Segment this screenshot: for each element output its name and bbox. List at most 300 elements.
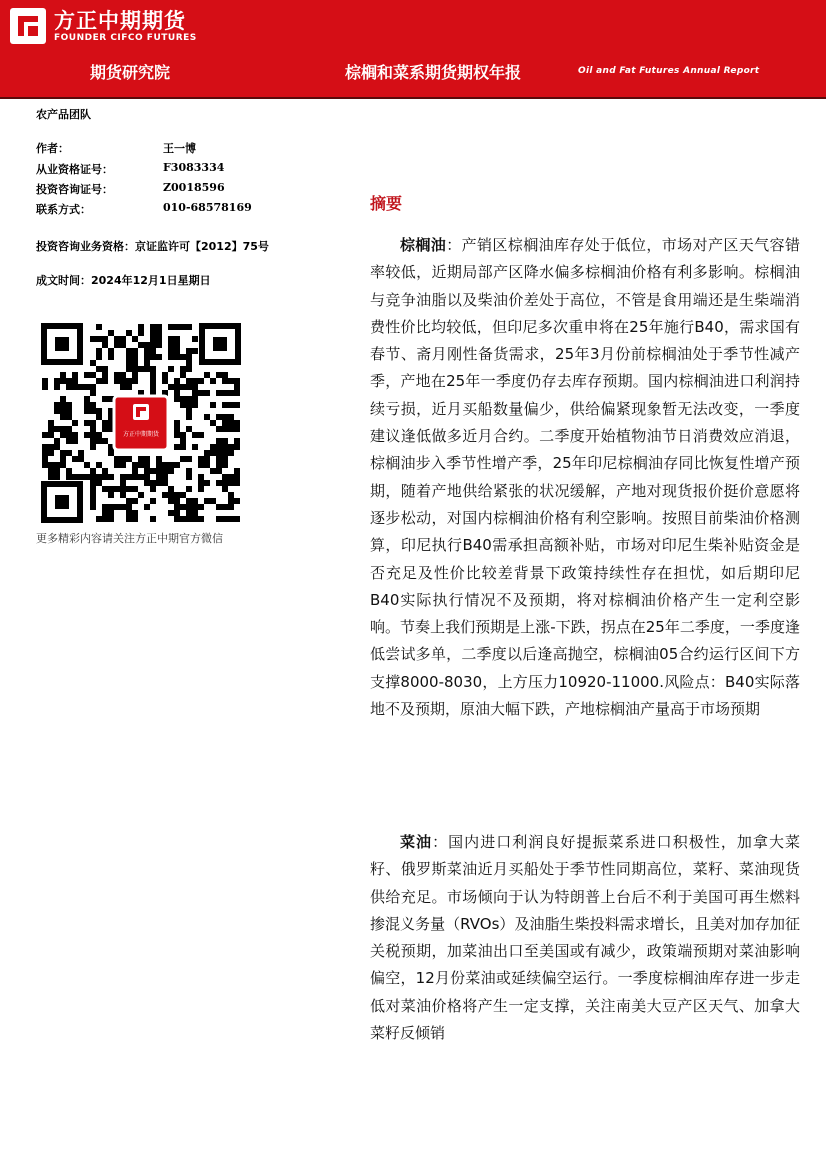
- qr-module: [114, 486, 120, 492]
- qr-module: [156, 324, 162, 330]
- palm-oil-paragraph: [370, 232, 800, 723]
- qr-module: [192, 510, 198, 516]
- qr-module: [144, 480, 150, 486]
- qr-module: [120, 504, 126, 510]
- qr-module: [180, 432, 186, 438]
- qr-module: [168, 462, 174, 468]
- qr-module: [186, 474, 192, 480]
- qr-module: [84, 432, 90, 438]
- qr-module: [228, 426, 234, 432]
- qr-module: [150, 480, 156, 486]
- qr-module: [228, 390, 234, 396]
- qr-module: [102, 474, 108, 480]
- qr-module: [126, 456, 132, 462]
- qr-module: [42, 378, 48, 384]
- qr-module: [150, 486, 156, 492]
- info-label: 投资咨询证号：: [36, 183, 113, 196]
- qr-module: [186, 498, 192, 504]
- qr-module: [54, 402, 60, 408]
- qr-module: [234, 390, 240, 396]
- qr-module: [228, 498, 234, 504]
- qr-module: [180, 372, 186, 378]
- qr-module: [204, 390, 210, 396]
- qr-module: [186, 378, 192, 384]
- qr-module: [204, 462, 210, 468]
- qr-module: [54, 462, 60, 468]
- license-line: 投资咨询业务资格：京证监许可【2012】75号: [36, 240, 269, 253]
- qr-module: [96, 462, 102, 468]
- qr-module: [144, 360, 150, 366]
- qr-module: [192, 378, 198, 384]
- qr-module: [186, 366, 192, 372]
- qr-module: [168, 354, 174, 360]
- qr-module: [132, 360, 138, 366]
- qr-module: [66, 384, 72, 390]
- qr-module: [132, 348, 138, 354]
- qr-module: [72, 474, 78, 480]
- qr-module: [144, 348, 150, 354]
- report-header: [0, 0, 826, 97]
- qr-module: [222, 372, 228, 378]
- qr-module: [84, 420, 90, 426]
- qr-module: [60, 396, 66, 402]
- info-label: 联系方式：: [36, 203, 91, 216]
- qr-module: [132, 354, 138, 360]
- qr-module: [168, 486, 174, 492]
- qr-module: [234, 384, 240, 390]
- qr-module: [120, 492, 126, 498]
- qr-module: [120, 462, 126, 468]
- qr-module: [234, 402, 240, 408]
- qr-module: [126, 354, 132, 360]
- qr-module: [192, 336, 198, 342]
- qr-module: [120, 456, 126, 462]
- qr-module: [222, 402, 228, 408]
- qr-module: [174, 492, 180, 498]
- qr-module: [108, 354, 114, 360]
- qr-module: [192, 396, 198, 402]
- qr-module: [144, 354, 150, 360]
- qr-module: [42, 384, 48, 390]
- qr-module: [54, 444, 60, 450]
- qr-module: [132, 336, 138, 342]
- qr-module: [198, 456, 204, 462]
- qr-module: [48, 420, 54, 426]
- qr-module: [126, 330, 132, 336]
- qr-module: [174, 384, 180, 390]
- qr-module: [150, 336, 156, 342]
- info-value: Z0018596: [163, 181, 225, 194]
- qr-module: [54, 408, 60, 414]
- qr-module: [144, 504, 150, 510]
- qr-module: [180, 366, 186, 372]
- qr-module: [186, 504, 192, 510]
- qr-module: [48, 474, 54, 480]
- qr-module: [138, 462, 144, 468]
- qr-module: [54, 378, 60, 384]
- qr-module: [96, 432, 102, 438]
- qr-module: [174, 348, 180, 354]
- qr-module: [90, 408, 96, 414]
- qr-module: [66, 474, 72, 480]
- qr-module: [222, 450, 228, 456]
- qr-module: [186, 510, 192, 516]
- qr-module: [108, 330, 114, 336]
- date-line: 成文时间：2024年12月1日星期日: [36, 274, 211, 287]
- qr-module: [222, 438, 228, 444]
- qr-module: [90, 444, 96, 450]
- qr-module: [156, 474, 162, 480]
- qr-module: [54, 384, 60, 390]
- qr-module: [204, 450, 210, 456]
- qr-module: [66, 432, 72, 438]
- qr-module: [228, 480, 234, 486]
- qr-module: [96, 324, 102, 330]
- qr-module: [150, 348, 156, 354]
- qr-module: [168, 468, 174, 474]
- qr-module: [222, 420, 228, 426]
- qr-module: [216, 480, 222, 486]
- qr-module: [138, 456, 144, 462]
- qr-module: [66, 414, 72, 420]
- qr-module: [126, 384, 132, 390]
- qr-module: [204, 456, 210, 462]
- qr-module: [114, 372, 120, 378]
- company-logo-icon: [10, 8, 46, 44]
- qr-module: [102, 378, 108, 384]
- qr-module: [216, 450, 222, 456]
- qr-module: [132, 366, 138, 372]
- qr-module: [180, 384, 186, 390]
- qr-module: [96, 480, 102, 486]
- qr-module: [216, 438, 222, 444]
- qr-module: [186, 486, 192, 492]
- qr-module: [216, 444, 222, 450]
- qr-module: [168, 366, 174, 372]
- qr-module: [174, 324, 180, 330]
- qr-module: [138, 474, 144, 480]
- qr-module: [210, 378, 216, 384]
- qr-module: [228, 504, 234, 510]
- qr-module: [216, 456, 222, 462]
- qr-module: [180, 402, 186, 408]
- qr-module: [222, 444, 228, 450]
- qr-module: [102, 420, 108, 426]
- rapeseed-oil-body: ：国内进口利润良好提振菜系进口积极性，加拿大菜籽、俄罗斯菜油近月买船处于季节性同期高位，菜籽、菜油现货供给充足。市场倾向于认为特朗普上台后不利于美国可再生燃料掺混义务量（RVOs）及油脂生柴投料需求增长，且美对加存加征关税预期，加菜油出口至美国或有减少，政策端预期对菜油影响偏空，12月份菜油或延续偏空运行。一季度棕榈油库存进一步走低对菜油价格将产生一定支撑，关注南美大豆产区天气、加拿大菜籽反倾销: [370, 833, 800, 1043]
- qr-module: [210, 450, 216, 456]
- qr-module: [150, 372, 156, 378]
- qr-module: [96, 414, 102, 420]
- qr-module: [144, 366, 150, 372]
- qr-module: [180, 438, 186, 444]
- qr-module: [90, 498, 96, 504]
- qr-module: [144, 342, 150, 348]
- qr-module: [138, 492, 144, 498]
- qr-module: [42, 450, 48, 456]
- qr-module: [180, 516, 186, 522]
- qr-module: [186, 402, 192, 408]
- qr-module: [186, 456, 192, 462]
- qr-module: [150, 378, 156, 384]
- qr-module: [144, 456, 150, 462]
- qr-module: [102, 396, 108, 402]
- qr-module: [150, 366, 156, 372]
- qr-module: [84, 462, 90, 468]
- qr-module: [84, 474, 90, 480]
- qr-module: [84, 396, 90, 402]
- info-label: 从业资格证号：: [36, 163, 113, 176]
- qr-module: [78, 384, 84, 390]
- qr-module: [120, 342, 126, 348]
- qr-module: [162, 378, 168, 384]
- qr-module: [228, 444, 234, 450]
- qr-module: [180, 444, 186, 450]
- qr-module: [114, 504, 120, 510]
- qr-module: [102, 510, 108, 516]
- qr-module: [114, 336, 120, 342]
- qr-module: [120, 480, 126, 486]
- qr-module: [138, 324, 144, 330]
- qr-module: [90, 426, 96, 432]
- qr-module: [126, 348, 132, 354]
- qr-module: [216, 390, 222, 396]
- qr-module: [150, 468, 156, 474]
- qr-module: [234, 468, 240, 474]
- qr-module: [90, 432, 96, 438]
- qr-module: [96, 354, 102, 360]
- qr-module: [132, 516, 138, 522]
- qr-module: [90, 480, 96, 486]
- qr-module: [180, 354, 186, 360]
- info-value: 王一博: [163, 142, 196, 155]
- report-title: 棕榈和菜系期货期权年报: [345, 63, 522, 82]
- qr-module: [234, 474, 240, 480]
- qr-module: [234, 420, 240, 426]
- qr-module: [132, 468, 138, 474]
- qr-module: [96, 474, 102, 480]
- qr-module: [198, 432, 204, 438]
- qr-module: [150, 330, 156, 336]
- qr-module: [180, 492, 186, 498]
- qr-module: [186, 354, 192, 360]
- brand-name-cn: 方正中期期货: [54, 9, 186, 33]
- qr-module: [192, 444, 198, 450]
- qr-module: [174, 390, 180, 396]
- qr-module: [72, 456, 78, 462]
- qr-module: [228, 402, 234, 408]
- qr-module: [228, 414, 234, 420]
- qr-module: [48, 432, 54, 438]
- qr-module: [216, 426, 222, 432]
- qr-module: [126, 366, 132, 372]
- qr-module: [198, 462, 204, 468]
- qr-module: [216, 516, 222, 522]
- qr-module: [180, 504, 186, 510]
- qr-module: [222, 378, 228, 384]
- qr-module: [66, 450, 72, 456]
- qr-module: [198, 486, 204, 492]
- qr-module: [174, 420, 180, 426]
- qr-module: [228, 492, 234, 498]
- qr-module: [156, 462, 162, 468]
- qr-module: [180, 456, 186, 462]
- qr-module: [90, 402, 96, 408]
- qr-module: [138, 366, 144, 372]
- qr-module: [222, 480, 228, 486]
- qr-module: [216, 372, 222, 378]
- qr-module: [72, 384, 78, 390]
- qr-module: [174, 432, 180, 438]
- qr-module: [66, 438, 72, 444]
- qr-module: [120, 336, 126, 342]
- qr-module: [174, 504, 180, 510]
- qr-module: [162, 468, 168, 474]
- qr-module: [114, 378, 120, 384]
- qr-module: [156, 336, 162, 342]
- qr-module: [168, 492, 174, 498]
- qr-module: [54, 426, 60, 432]
- qr-module: [132, 498, 138, 504]
- qr-module: [198, 474, 204, 480]
- qr-module: [96, 336, 102, 342]
- qr-module: [72, 432, 78, 438]
- qr-module: [90, 390, 96, 396]
- qr-module: [60, 450, 66, 456]
- qr-module: [198, 390, 204, 396]
- qr-module: [162, 462, 168, 468]
- qr-module: [162, 474, 168, 480]
- qr-module: [150, 324, 156, 330]
- qr-module: [90, 504, 96, 510]
- qr-module: [54, 474, 60, 480]
- qr-module: [66, 408, 72, 414]
- rapeseed-oil-paragraph: [370, 829, 800, 1047]
- qr-module: [150, 342, 156, 348]
- qr-module: [144, 462, 150, 468]
- qr-module: [78, 456, 84, 462]
- qr-module: [60, 432, 66, 438]
- qr-module: [198, 504, 204, 510]
- qr-module: [120, 384, 126, 390]
- header-divider: [0, 97, 826, 99]
- brand-name-en: FOUNDER CIFCO FUTURES: [54, 33, 197, 43]
- qr-module: [222, 504, 228, 510]
- qr-module: [96, 348, 102, 354]
- qr-module: [144, 468, 150, 474]
- qr-module: [60, 462, 66, 468]
- qr-module: [234, 378, 240, 384]
- qr-module: [186, 516, 192, 522]
- qr-module: [66, 378, 72, 384]
- qr-module: [60, 426, 66, 432]
- qr-module: [108, 492, 114, 498]
- palm-oil-body: ：产销区棕榈油库存处于低位，市场对产区天气容错率较低，近期局部产区降水偏多棕榈油价格有利多影响。棕榈油与竞争油脂以及柴油价差处于高位，不管是食用端还是生柴端消费性价比均较低，但印尼多次重申将在25年施行B40，需求国有春节、斋月刚性备货需求，25年3月份前棕榈油处于季节性减产季，产地在25年一季度仍存去库存预期。国内棕榈油进口利润持续亏损，近月买船数量偏少，供给偏紧现象暂无法改变，一季度建议逢低做多近月合约。二季度开始植物油节日消费效应消退，棕榈油步入季节性增产季，25年印尼棕榈油存同比恢复性增产预期，随着产地供给紧张的状况缓解，产地对现货报价挺价意愿将逐步松动，对国内棕榈油价格有利空影响。按照目前柴油价格测算，印尼执行B40需承担高额补贴，市场对印尼生柴补贴资金是否充足及性价比较差背景下政策持续性存在担忧，如后期印尼B40实际执行情况不及预期，将对棕榈油价格产生一定利空影响。节奏上我们预期是上涨-下跌，拐点在25年二季度，一季度逢低尝试多单，二季度以后逢高抛空，棕榈油05合约运行区间下方支撑8000-8030，上方压力10920-11000.风险点：B40实际落地不及预期，原油大幅下跌，产地棕榈油产量高于市场预期: [370, 236, 800, 719]
- qr-module: [108, 450, 114, 456]
- qr-module: [168, 384, 174, 390]
- qr-module: [150, 516, 156, 522]
- qr-module: [186, 408, 192, 414]
- qr-module: [162, 372, 168, 378]
- qr-module: [222, 474, 228, 480]
- qr-module: [186, 360, 192, 366]
- qr-module: [222, 414, 228, 420]
- qr-module: [192, 402, 198, 408]
- qr-module: [90, 360, 96, 366]
- qr-module: [174, 342, 180, 348]
- qr-module: [108, 504, 114, 510]
- abstract-title: 摘要: [370, 194, 403, 213]
- qr-module: [162, 480, 168, 486]
- qr-module: [96, 516, 102, 522]
- qr-module: [48, 426, 54, 432]
- qr-module: [102, 336, 108, 342]
- qr-module: [72, 420, 78, 426]
- qr-module: [210, 498, 216, 504]
- qr-module: [156, 342, 162, 348]
- qr-module: [168, 324, 174, 330]
- qr-module: [186, 468, 192, 474]
- qr-module: [90, 372, 96, 378]
- qr-module: [174, 510, 180, 516]
- qr-module: [72, 372, 78, 378]
- qr-module: [162, 492, 168, 498]
- rapeseed-oil-lead: 菜油: [400, 833, 433, 851]
- qr-module: [210, 420, 216, 426]
- qr-module: [132, 462, 138, 468]
- qr-module: [78, 450, 84, 456]
- qr-module: [114, 456, 120, 462]
- qr-module: [186, 324, 192, 330]
- qr-module: [120, 372, 126, 378]
- qr-module: [126, 516, 132, 522]
- qr-module: [54, 468, 60, 474]
- qr-module: [156, 468, 162, 474]
- qr-module: [48, 450, 54, 456]
- qr-module: [48, 444, 54, 450]
- qr-module: [90, 420, 96, 426]
- qr-module: [132, 378, 138, 384]
- qr-module: [234, 426, 240, 432]
- qr-module: [42, 462, 48, 468]
- qr-module: [72, 378, 78, 384]
- qr-module: [108, 516, 114, 522]
- qr-module: [234, 498, 240, 504]
- qr-module: [186, 348, 192, 354]
- qr-module: [198, 480, 204, 486]
- qr-module: [228, 378, 234, 384]
- qr-module: [180, 396, 186, 402]
- qr-module: [132, 474, 138, 480]
- qr-module: [192, 390, 198, 396]
- palm-oil-lead: 棕榈油: [400, 236, 447, 254]
- qr-module: [42, 444, 48, 450]
- qr-module: [108, 486, 114, 492]
- qr-module: [108, 510, 114, 516]
- qr-module: [156, 480, 162, 486]
- qr-module: [192, 384, 198, 390]
- qr-module: [72, 438, 78, 444]
- qr-module: [228, 474, 234, 480]
- qr-module: [234, 438, 240, 444]
- qr-module: [228, 450, 234, 456]
- qr-module: [126, 504, 132, 510]
- qr-module: [102, 342, 108, 348]
- qr-module: [102, 486, 108, 492]
- qr-module: [174, 354, 180, 360]
- qr-module: [138, 342, 144, 348]
- qr-module: [192, 498, 198, 504]
- qr-module: [222, 456, 228, 462]
